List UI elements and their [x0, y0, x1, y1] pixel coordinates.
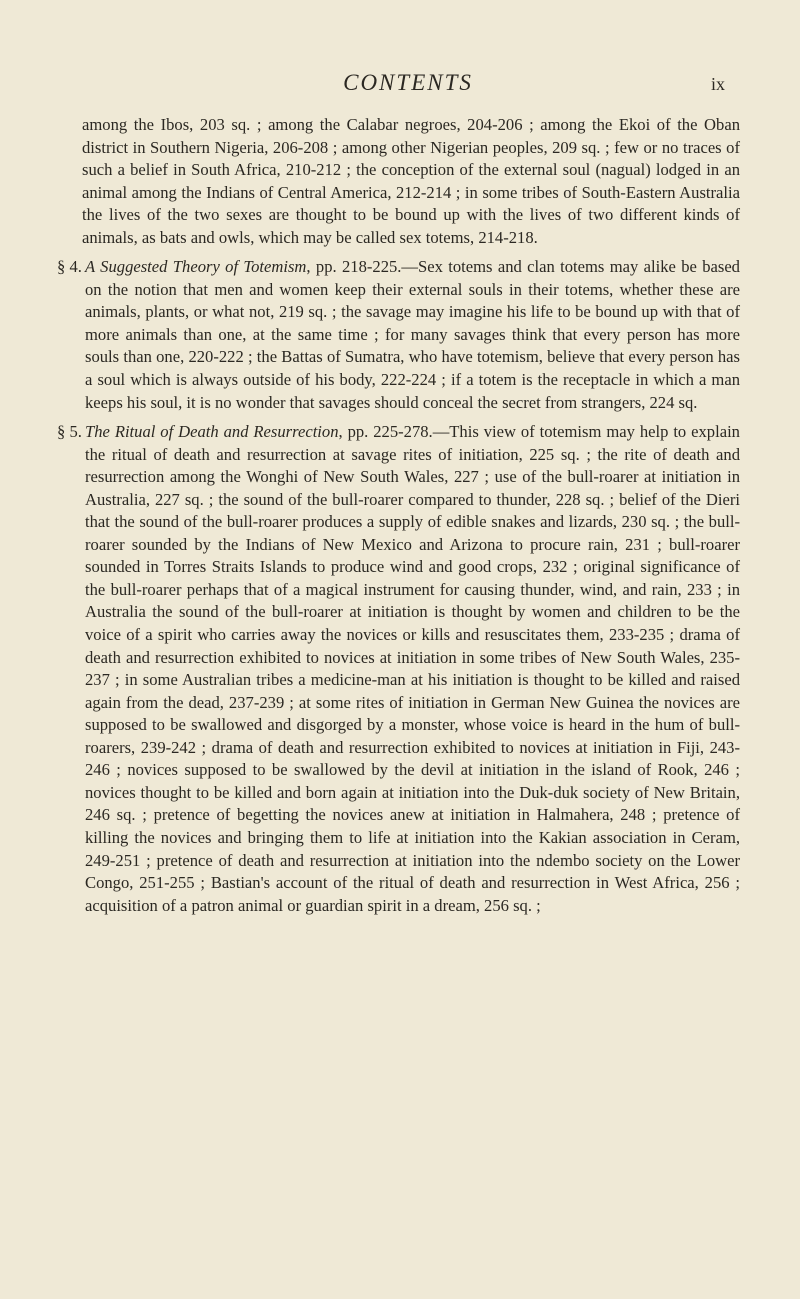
- page-number: ix: [710, 74, 725, 94]
- section-number: § 5.: [57, 422, 82, 442]
- section-summary: , pp. 218-225.—Sex totems and clan totems may alike be based on the notion that men and women keep their external souls in their totems, whether these are animals, plants, or what not, 219 sq. ; the savage may imagine his life to be bound up with that of more animals than one, at the same time ; for many savages think that every person has more souls than one, 220-222 ; the Battas of Sumatra, who have totemism, believe that every person has a soul which is always outside of his body, 222-224 ; if a totem is the receptacle in which a man keeps his soul, it is no wonder that savages should conceal the secret from strangers, 224 sq.: [85, 257, 740, 412]
- section-summary: , pp. 225-278.—This view of totemism may help to explain the ritual of death and resurrection at savage rites of initiation, 225 sq. ; the rite of death and resurrection among the Wonghi of New South Wales, 227 ; use of the bull-roarer at initiation in Australia, 227 sq. ; the sound of the bull-roarer compared to thunder, 228 sq. ; belief of the Dieri that the sound of the bull-roarer produces a supply of edible snakes and lizards, 230 sq. ; the bull-roarer sounded by the Indians of New Mexico and Arizona to procure rain, 231 ; bull-roarer sounded in Torres Straits Islands to produce wind and good crops, 232 ; original significance of the bull-roarer perhaps that of a magical instrument for causing thunder, wind, and rain, 233 ; in Australia the sound of the bull-roarer at initiation is thought by women and children to be the voice of a spirit who carries away the novices or kills and resuscitates them, 233-235 ; drama of death and resurrection exhibited to novices at initiation in some tribes of New South Wales, 235-237 ; in some Australian tribes a medicine-man at his initiation is thought to be killed and raised again from the dead, 237-239 ; at some rites of initiation in German New Guinea the novices are supposed to be swallowed and disgorged by a monster, whose voice is heard in the hum of bull-roarers, 239-242 ; drama of death and resurrection exhibited to novices at initiation in Fiji, 243-246 ; novices supposed to be swallowed by the devil at initiation in the island of Rook, 246 ; novices thought to be killed and born again at initiation into the Duk-duk society of New Britain, 246 sq. ; pretence of begetting the novices anew at initiation in Halmahera, 248 ; pretence of killing the novices and bringing them to life at initiation into the Kakian association in Ceram, 249-251 ; pretence of death and resurrection at initiation into the ndembo society on the Lower Congo, 251-255 ; Bastian's account of the ritual of death and resurrection in West Africa, 256 ; acquisition of a patron animal or guardian spirit in a dream, 256 sq. ;: [85, 422, 740, 915]
- section-number: § 4.: [57, 257, 82, 277]
- running-header: [0, 70, 800, 100]
- section-4: [57, 256, 740, 414]
- section-title: The Ritual of Death and Resurrection: [85, 422, 339, 442]
- section-title: A Suggested Theory of Totemism: [85, 257, 307, 277]
- running-title: CONTENTS: [343, 70, 473, 95]
- contents-body: [57, 114, 740, 917]
- intro-paragraph: among the Ibos, 203 sq. ; among the Calabar negroes, 204-206 ; among the Ekoi of the Oban district in Southern Nigeria, 206-208 ; among other Nigerian peoples, 209 sq. ; few or no traces of such a belief in South Africa, 210-212 ; the conception of the external soul (nagual) lodged in an animal among the Indians of Central America, 212-214 ; in some tribes of South-Eastern Australia the lives of the two sexes are thought to be bound up with the lives of two different kinds of animals, as bats and owls, which may be called sex totems, 214-218.: [82, 115, 740, 247]
- section-5: [57, 421, 740, 917]
